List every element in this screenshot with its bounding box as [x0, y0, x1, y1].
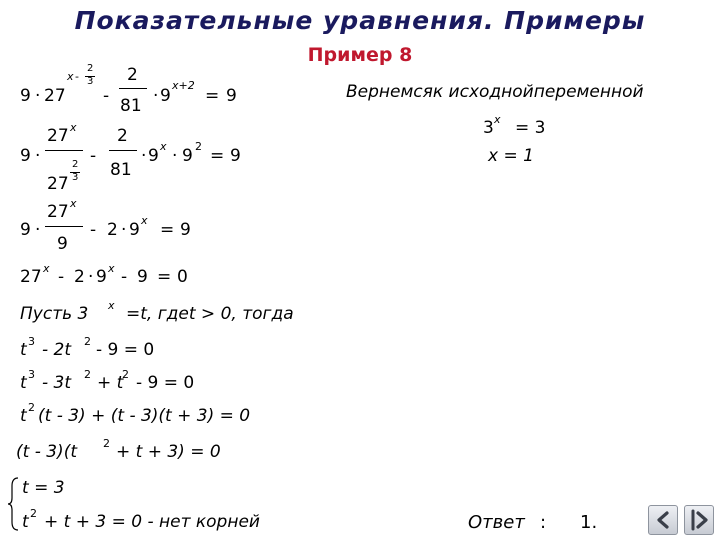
eq2-eq: =: [210, 146, 225, 166]
eq2-den-exp-den: 3: [72, 172, 79, 183]
eq7-e2: 2: [84, 368, 91, 381]
eq1-frac-bar: [119, 88, 147, 89]
eq2-frac-bar-1: [45, 150, 83, 151]
eq6-end: - 9 = 0: [96, 340, 155, 360]
eq4-base2: 9: [96, 267, 107, 287]
eq1-minus: -: [103, 86, 110, 106]
eq6-e1: 3: [28, 335, 35, 348]
eq3-exp2: x: [141, 214, 148, 227]
eq3-base2: 9: [129, 220, 140, 240]
eq1-exp2: x+2: [172, 79, 195, 92]
eq2-den-base: 27: [47, 174, 69, 194]
eq3-dot: ·: [35, 220, 41, 240]
eq11-t: t: [22, 512, 29, 532]
eq5-text2: =t, гдеt > 0, тогда: [126, 304, 294, 324]
prev-arrow-icon: [649, 506, 677, 534]
eq2-exp2: x: [160, 140, 167, 153]
eq4-minus: -: [58, 267, 65, 287]
eq1-exp-minus: -: [75, 70, 79, 83]
eq4-minus2: -: [121, 267, 128, 287]
eq8-t: t: [20, 406, 27, 426]
eq3-num-base: 27: [47, 202, 69, 222]
eq3-dot2: ·: [121, 220, 127, 240]
eq1-rhs: 9: [226, 86, 237, 106]
eq3-rhs: 9: [180, 220, 191, 240]
eq7-mid2: + t: [97, 373, 124, 393]
eq4-base1: 27: [20, 267, 42, 287]
eq9-e1: 2: [103, 437, 110, 450]
next-slide-button[interactable]: [684, 505, 714, 535]
eq7-t: t: [20, 373, 27, 393]
eq4-dot: ·: [88, 267, 94, 287]
prev-slide-button[interactable]: [648, 505, 678, 535]
eq3-frac-bar: [45, 226, 83, 227]
return-to-variable-text: Вернемсяк исходнойпеременной: [346, 82, 644, 102]
slide-subtitle: Пример 8: [307, 44, 413, 66]
eq11-rest: + t + 3 = 0 - нет корней: [44, 512, 260, 532]
eq3-c2: 2: [107, 220, 118, 240]
right-eq1-rest: = 3: [515, 118, 546, 138]
eq3-coef: 9: [20, 220, 31, 240]
eq2-num-exp: x: [70, 121, 77, 134]
eq2-minus: -: [90, 146, 97, 166]
eq3-eq: =: [160, 220, 175, 240]
right-eq1-exp: x: [494, 113, 501, 126]
eq2-dot2: ·: [141, 146, 147, 166]
eq2-den-exp-num: 2: [72, 159, 79, 170]
eq3-den: 9: [57, 234, 68, 254]
eq5-text1: Пусть 3: [20, 304, 89, 324]
eq3-num-exp: x: [70, 197, 77, 210]
eq2-frac-den: 81: [110, 160, 132, 180]
eq7-end: - 9 = 0: [136, 373, 195, 393]
next-arrow-icon: [685, 506, 713, 534]
eq8-e1: 2: [28, 401, 35, 414]
eq11-e1: 2: [30, 507, 37, 520]
eq2-rhs: 9: [230, 146, 241, 166]
eq4-exp1: x: [43, 262, 50, 275]
eq2-base3: 9: [182, 146, 193, 166]
eq9-p2: + t + 3) = 0: [116, 442, 221, 462]
eq7-e3: 2: [122, 368, 129, 381]
eq1-exp-x: x: [67, 70, 74, 83]
eq7-e1: 3: [28, 368, 35, 381]
eq3-minus: -: [90, 220, 97, 240]
eq2-frac-num: 2: [117, 126, 128, 146]
eq1-eq: =: [205, 86, 220, 106]
right-eq-2: x = 1: [488, 146, 534, 166]
eq1-exp-den: 3: [87, 76, 94, 87]
eq2-base2: 9: [148, 146, 159, 166]
eq1-frac-den: 81: [120, 96, 142, 116]
eq1-frac-num: 2: [127, 65, 138, 85]
eq9-p1: (t - 3)(t: [16, 442, 77, 462]
eq1-exp-num: 2: [87, 63, 94, 74]
eq6-e2: 2: [84, 335, 91, 348]
eq2-exp3: 2: [195, 140, 202, 153]
slide-title: Показательные уравнения. Примеры: [74, 6, 646, 35]
eq1-base2: 9: [160, 86, 171, 106]
eq2-coef: 9: [20, 146, 31, 166]
eq6-t: t: [20, 340, 27, 360]
eq4-c3: 9: [137, 267, 148, 287]
right-eq1-base: 3: [483, 118, 494, 138]
system-brace: [8, 476, 20, 532]
eq4-exp2: x: [108, 262, 115, 275]
eq2-dot3: ·: [172, 146, 178, 166]
eq4-rhs: 0: [177, 267, 188, 287]
eq4-c2: 2: [74, 267, 85, 287]
answer-label: Ответ: [468, 512, 525, 533]
eq2-dot: ·: [35, 146, 41, 166]
eq8-rest: (t - 3) + (t - 3)(t + 3) = 0: [38, 406, 251, 426]
eq1-dot2: ·: [153, 86, 159, 106]
eq1-base: 27: [44, 86, 66, 106]
eq6-mid: - 2t: [42, 340, 72, 360]
eq4-eq: =: [157, 267, 172, 287]
eq2-frac-bar-2: [109, 150, 137, 151]
answer-sep: :: [540, 512, 547, 533]
eq2-num-base: 27: [47, 126, 69, 146]
eq10-text: t = 3: [22, 478, 65, 498]
eq1-dot: ·: [35, 86, 41, 106]
eq5-exp: x: [108, 299, 115, 312]
eq7-mid1: - 3t: [42, 373, 72, 393]
answer-value: 1.: [580, 512, 598, 533]
eq1-coef: 9: [20, 86, 31, 106]
